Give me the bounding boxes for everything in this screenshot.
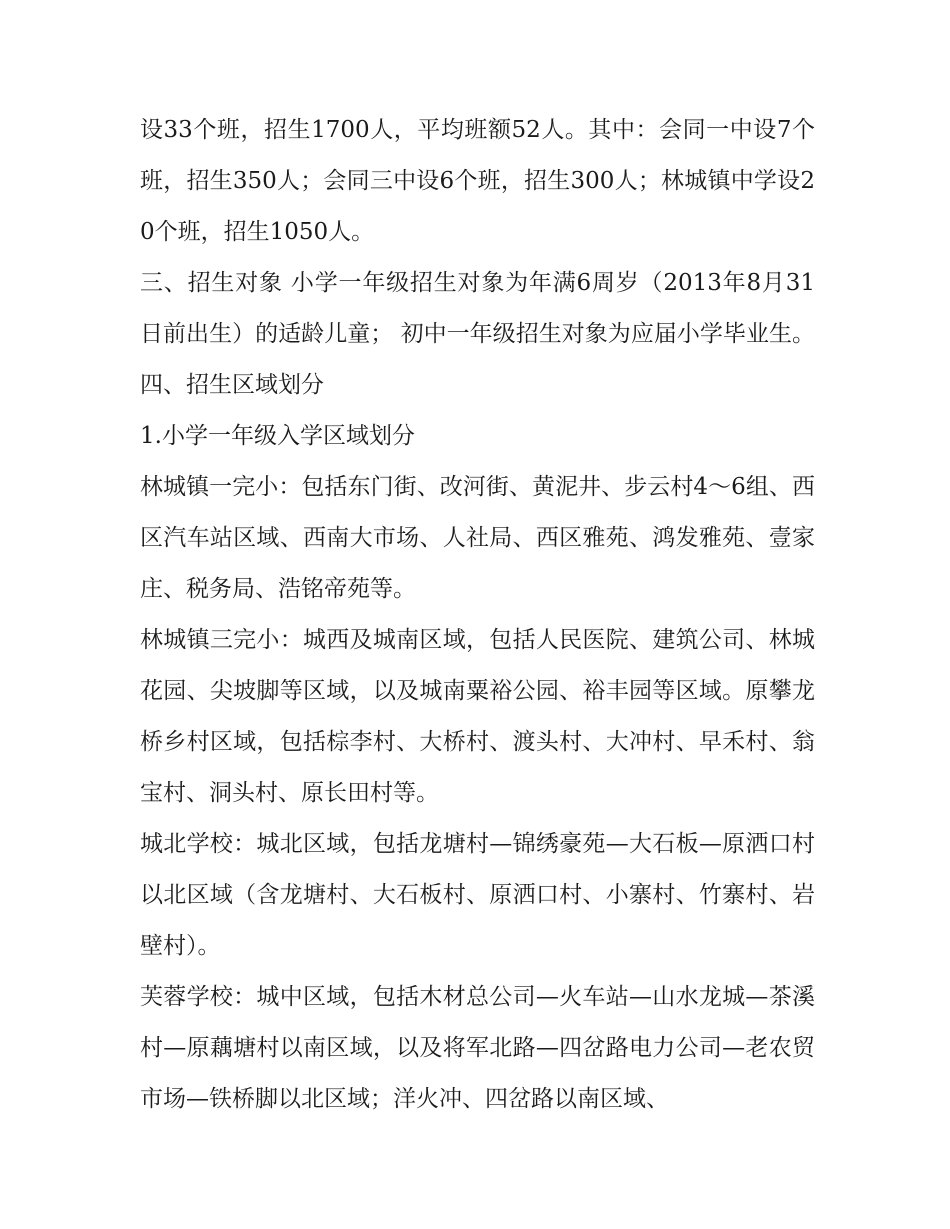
paragraph-primary-zoning-heading: 1.小学一年级入学区域划分 bbox=[140, 423, 415, 449]
document-body bbox=[140, 105, 815, 1125]
paragraph-enrollment-classes: 设33个班，招生1700人，平均班额52人。其中：会同一中设7个班，招生350人；会同三中设6个班，招生300人；林城镇中学设20个班，招生1050人。 bbox=[140, 117, 815, 245]
paragraph-chengbei-school: 城北学校：城北区域，包括龙塘村—锦绣豪苑—大石板—原洒口村以北区域（含龙塘村、大石板村、原洒口村、小寨村、竹寨村、岩壁村）。 bbox=[140, 831, 815, 959]
paragraph-linchengzhen-no1-primary: 林城镇一完小：包括东门街、改河街、黄泥井、步云村4～6组、西区汽车站区域、西南大市场、人社局、西区雅苑、鸿发雅苑、壹家庄、税务局、浩铭帝苑等。 bbox=[140, 474, 815, 602]
paragraph-furong-school: 芙蓉学校：城中区域，包括木材总公司—火车站—山水龙城—茶溪村—原藕塘村以南区域，以及将军北路—四岔路电力公司—老农贸市场—铁桥脚以北区域；洋火冲、四岔路以南区域、 bbox=[140, 984, 815, 1112]
paragraph-linchengzhen-no3-primary: 林城镇三完小：城西及城南区域，包括人民医院、建筑公司、林城花园、尖坡脚等区域，以及城南粟裕公园、裕丰园等区域。原攀龙桥乡村区域，包括棕李村、大桥村、渡头村、大冲村、早禾村、翁宝村、洞头村、原长田村等。 bbox=[140, 627, 815, 806]
paragraph-enrollment-targets: 三、招生对象 小学一年级招生对象为年满6周岁（2013年8月31日前出生）的适龄儿童； 初中一年级招生对象为应届小学毕业生。 四、招生区域划分 bbox=[140, 270, 815, 398]
